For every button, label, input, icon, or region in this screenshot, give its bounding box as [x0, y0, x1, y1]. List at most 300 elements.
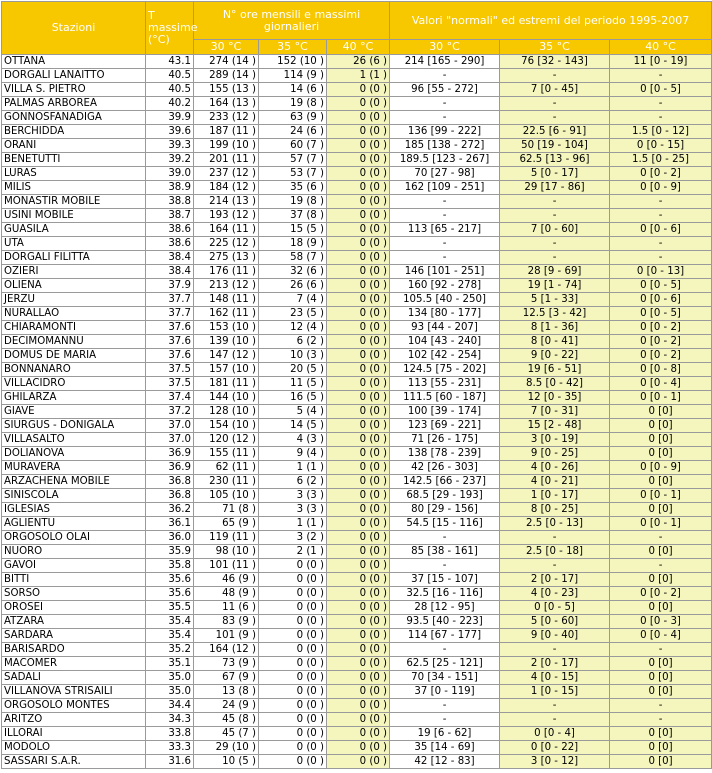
table-row: [2, 419, 712, 433]
hours-35: 0 (0 ): [259, 685, 327, 699]
tmax-value: 34.4: [146, 699, 194, 713]
normal-30: 68.5 [29 - 193]: [390, 489, 500, 503]
station-name: NURALLAO: [2, 307, 146, 321]
hours-35: 11 (5 ): [259, 377, 327, 391]
hours-40: 0 (0 ): [327, 265, 390, 279]
hours-35: 0 (0 ): [259, 657, 327, 671]
station-name: OROSEI: [2, 601, 146, 615]
tmax-value: 35.6: [146, 587, 194, 601]
tmax-value: 37.0: [146, 419, 194, 433]
normal-30: 104 [43 - 240]: [390, 335, 500, 349]
hours-30: 274 (14 ): [194, 55, 259, 69]
hours-30: 45 (7 ): [194, 727, 259, 741]
hours-35: 0 (0 ): [259, 713, 327, 727]
hours-40: 0 (0 ): [327, 139, 390, 153]
normal-35: -: [500, 643, 610, 657]
hours-30: 105 (10 ): [194, 489, 259, 503]
normal-30: 70 [27 - 98]: [390, 167, 500, 181]
hours-30: 237 (12 ): [194, 167, 259, 181]
normal-40: 0 [0]: [610, 601, 712, 615]
normal-35: 8.5 [0 - 42]: [500, 377, 610, 391]
table-row: [2, 293, 712, 307]
table-row: [2, 391, 712, 405]
normal-40: -: [610, 209, 712, 223]
hours-30: 73 (9 ): [194, 657, 259, 671]
hours-30: 230 (11 ): [194, 475, 259, 489]
station-name: GHILARZA: [2, 391, 146, 405]
tmax-value: 37.7: [146, 307, 194, 321]
normal-30: -: [390, 111, 500, 125]
hours-35: 0 (0 ): [259, 671, 327, 685]
normal-35: 4 [0 - 26]: [500, 461, 610, 475]
normal-35: 9 [0 - 40]: [500, 629, 610, 643]
hours-35: 10 (3 ): [259, 349, 327, 363]
hours-40: 0 (0 ): [327, 195, 390, 209]
station-name: SORSO: [2, 587, 146, 601]
normal-35: 7 [0 - 31]: [500, 405, 610, 419]
tmax-value: 33.3: [146, 741, 194, 755]
table-row: [2, 279, 712, 293]
hours-35: 0 (0 ): [259, 755, 327, 769]
table-row: [2, 475, 712, 489]
hours-40: 0 (0 ): [327, 657, 390, 671]
normal-35: -: [500, 237, 610, 251]
hours-30: 162 (11 ): [194, 307, 259, 321]
normal-30: 146 [101 - 251]: [390, 265, 500, 279]
station-name: DOMUS DE MARIA: [2, 349, 146, 363]
station-name: ILLORAI: [2, 727, 146, 741]
normal-40: 0 [0]: [610, 685, 712, 699]
station-name: VILLASALTO: [2, 433, 146, 447]
hours-35: 3 (3 ): [259, 489, 327, 503]
normal-35: -: [500, 69, 610, 83]
tmax-value: 36.2: [146, 503, 194, 517]
normal-35: 19 [6 - 51]: [500, 363, 610, 377]
normal-30: 162 [109 - 251]: [390, 181, 500, 195]
normal-30: 35 [14 - 69]: [390, 741, 500, 755]
normal-30: 123 [69 - 221]: [390, 419, 500, 433]
hours-30: 193 (12 ): [194, 209, 259, 223]
hours-30: 65 (9 ): [194, 517, 259, 531]
tmax-value: 38.7: [146, 209, 194, 223]
table-row: [2, 321, 712, 335]
table-row: [2, 699, 712, 713]
station-name: ORGOSOLO MONTES: [2, 699, 146, 713]
normal-40: 0 [0 - 1]: [610, 391, 712, 405]
normal-40: 0 [0 - 5]: [610, 279, 712, 293]
hours-30: 67 (9 ): [194, 671, 259, 685]
hours-35: 6 (2 ): [259, 475, 327, 489]
normal-30: 136 [99 - 222]: [390, 125, 500, 139]
normal-40: 0 [0]: [610, 433, 712, 447]
hours-40: 1 (1 ): [327, 69, 390, 83]
tmax-value: 36.8: [146, 489, 194, 503]
normal-40: 0 [0]: [610, 727, 712, 741]
hours-30: 48 (9 ): [194, 587, 259, 601]
table-row: [2, 307, 712, 321]
table-row: [2, 167, 712, 181]
hours-35: 15 (5 ): [259, 223, 327, 237]
station-name: ORANI: [2, 139, 146, 153]
hours-35: 0 (0 ): [259, 741, 327, 755]
normal-40: 0 [0 - 2]: [610, 587, 712, 601]
hours-30: 233 (12 ): [194, 111, 259, 125]
hours-30: 148 (11 ): [194, 293, 259, 307]
normal-30: 80 [29 - 156]: [390, 503, 500, 517]
station-name: GUASILA: [2, 223, 146, 237]
table-row: [2, 181, 712, 195]
station-name: PALMAS ARBOREA: [2, 97, 146, 111]
hours-30: 155 (13 ): [194, 83, 259, 97]
tmax-value: 34.3: [146, 713, 194, 727]
table-row: [2, 713, 712, 727]
hours-30: 101 (9 ): [194, 629, 259, 643]
normal-40: -: [610, 531, 712, 545]
normal-30: 114 [67 - 177]: [390, 629, 500, 643]
normal-30: 185 [138 - 272]: [390, 139, 500, 153]
tmax-value: 37.4: [146, 391, 194, 405]
table-row: [2, 517, 712, 531]
table-row: [2, 447, 712, 461]
normal-30: 100 [39 - 174]: [390, 405, 500, 419]
tmax-value: 37.7: [146, 293, 194, 307]
tmax-value: 35.4: [146, 629, 194, 643]
hours-30: 155 (11 ): [194, 447, 259, 461]
hours-30: 153 (10 ): [194, 321, 259, 335]
normal-40: -: [610, 237, 712, 251]
normal-35: 3 [0 - 19]: [500, 433, 610, 447]
tmax-value: 39.6: [146, 125, 194, 139]
normal-35: 0 [0 - 5]: [500, 601, 610, 615]
hours-40: 0 (0 ): [327, 545, 390, 559]
hours-40: 0 (0 ): [327, 377, 390, 391]
normal-30: 54.5 [15 - 116]: [390, 517, 500, 531]
station-name: USINI MOBILE: [2, 209, 146, 223]
tmax-value: 39.9: [146, 111, 194, 125]
normal-35: 4 [0 - 23]: [500, 587, 610, 601]
tmax-value: 35.5: [146, 601, 194, 615]
station-name: LURAS: [2, 167, 146, 181]
hours-30: 214 (13 ): [194, 195, 259, 209]
normal-40: 0 [0]: [610, 475, 712, 489]
table-row: [2, 615, 712, 629]
tmax-value: 40.2: [146, 97, 194, 111]
normal-40: -: [610, 251, 712, 265]
hours-35: 23 (5 ): [259, 307, 327, 321]
normal-35: 28 [9 - 69]: [500, 265, 610, 279]
hours-30: 201 (11 ): [194, 153, 259, 167]
station-name: GONNOSFANADIGA: [2, 111, 146, 125]
normal-30: -: [390, 237, 500, 251]
table-row: [2, 377, 712, 391]
table-row: [2, 83, 712, 97]
tmax-value: 33.8: [146, 727, 194, 741]
sub-header-35: 35 °C: [259, 40, 327, 55]
station-name: VILLA S. PIETRO: [2, 83, 146, 97]
tmax-value: 39.3: [146, 139, 194, 153]
normal-30: 37 [0 - 119]: [390, 685, 500, 699]
normal-40: -: [610, 111, 712, 125]
table-row: [2, 111, 712, 125]
normal-30: 85 [38 - 161]: [390, 545, 500, 559]
hours-30: 225 (12 ): [194, 237, 259, 251]
hours-35: 37 (8 ): [259, 209, 327, 223]
hours-35: 14 (6 ): [259, 83, 327, 97]
table-row: [2, 727, 712, 741]
tmax-value: 36.1: [146, 517, 194, 531]
normal-30: 42 [26 - 303]: [390, 461, 500, 475]
hours-30: 83 (9 ): [194, 615, 259, 629]
station-name: VILLACIDRO: [2, 377, 146, 391]
normal-30: 189.5 [123 - 267]: [390, 153, 500, 167]
hours-40: 0 (0 ): [327, 615, 390, 629]
normal-30: 70 [34 - 151]: [390, 671, 500, 685]
hours-35: 63 (9 ): [259, 111, 327, 125]
station-name: ORGOSOLO OLAI: [2, 531, 146, 545]
normal-30: -: [390, 97, 500, 111]
sub-header-30: 30 °C: [194, 40, 259, 55]
normal-40: -: [610, 699, 712, 713]
hours-30: 11 (6 ): [194, 601, 259, 615]
table-row: [2, 559, 712, 573]
normal-40: 1.5 [0 - 12]: [610, 125, 712, 139]
hours-40: 0 (0 ): [327, 279, 390, 293]
normal-30: 124.5 [75 - 202]: [390, 363, 500, 377]
table-row: [2, 195, 712, 209]
hours-40: 0 (0 ): [327, 671, 390, 685]
station-name: JERZU: [2, 293, 146, 307]
hours-35: 18 (9 ): [259, 237, 327, 251]
hours-30: 289 (14 ): [194, 69, 259, 83]
normal-30: 28 [12 - 95]: [390, 601, 500, 615]
normal-30: 93 [44 - 207]: [390, 321, 500, 335]
hours-35: 0 (0 ): [259, 727, 327, 741]
tmax-value: 43.1: [146, 55, 194, 69]
hours-30: 29 (10 ): [194, 741, 259, 755]
normal-35: 5 [1 - 33]: [500, 293, 610, 307]
hours-30: 164 (13 ): [194, 97, 259, 111]
normal-35: 2.5 [0 - 13]: [500, 517, 610, 531]
station-name: ATZARA: [2, 615, 146, 629]
hours-40: 0 (0 ): [327, 83, 390, 97]
normal-35: 7 [0 - 45]: [500, 83, 610, 97]
table-row: [2, 545, 712, 559]
hours-30: 101 (11 ): [194, 559, 259, 573]
normal-30: 71 [26 - 175]: [390, 433, 500, 447]
station-name: GIAVE: [2, 405, 146, 419]
normal-35: 1 [0 - 17]: [500, 489, 610, 503]
hours-30: 275 (13 ): [194, 251, 259, 265]
station-name: IGLESIAS: [2, 503, 146, 517]
tmax-value: 37.5: [146, 377, 194, 391]
hours-40: 0 (0 ): [327, 461, 390, 475]
table-row: [2, 237, 712, 251]
stations-table: [1, 1, 712, 769]
normal-40: 0 [0 - 15]: [610, 139, 712, 153]
normal-40: 0 [0 - 1]: [610, 517, 712, 531]
station-name: OZIERI: [2, 265, 146, 279]
sub-header-40: 40 °C: [327, 40, 390, 55]
hours-40: 0 (0 ): [327, 559, 390, 573]
hours-40: 0 (0 ): [327, 111, 390, 125]
normal-40: -: [610, 69, 712, 83]
station-name: BONNANARO: [2, 363, 146, 377]
table-row: [2, 405, 712, 419]
tmax-value: 37.6: [146, 335, 194, 349]
hours-40: 0 (0 ): [327, 447, 390, 461]
hours-30: 139 (10 ): [194, 335, 259, 349]
normal-30: 113 [65 - 217]: [390, 223, 500, 237]
tmax-value: 37.5: [146, 363, 194, 377]
normal-35: 1 [0 - 15]: [500, 685, 610, 699]
hours-35: 0 (0 ): [259, 643, 327, 657]
tmax-value: 35.4: [146, 615, 194, 629]
table-row: [2, 251, 712, 265]
normal-35: 50 [19 - 104]: [500, 139, 610, 153]
normal-30: 102 [42 - 254]: [390, 349, 500, 363]
hours-30: 187 (11 ): [194, 125, 259, 139]
normal-40: -: [610, 713, 712, 727]
station-name: DECIMOMANNU: [2, 335, 146, 349]
hours-40: 0 (0 ): [327, 601, 390, 615]
hours-30: 164 (12 ): [194, 643, 259, 657]
hours-35: 3 (2 ): [259, 531, 327, 545]
normal-30: 111.5 [60 - 187]: [390, 391, 500, 405]
hours-35: 24 (6 ): [259, 125, 327, 139]
hours-40: 0 (0 ): [327, 251, 390, 265]
hours-40: 0 (0 ): [327, 419, 390, 433]
normal-30: -: [390, 69, 500, 83]
normal-30: 160 [92 - 278]: [390, 279, 500, 293]
normal-30: 37 [15 - 107]: [390, 573, 500, 587]
hours-40: 0 (0 ): [327, 433, 390, 447]
hours-30: 46 (9 ): [194, 573, 259, 587]
station-name: UTA: [2, 237, 146, 251]
station-name: MODOLO: [2, 741, 146, 755]
hours-35: 0 (0 ): [259, 699, 327, 713]
tmax-value: 37.2: [146, 405, 194, 419]
hours-30: 144 (10 ): [194, 391, 259, 405]
normal-40: 0 [0 - 2]: [610, 321, 712, 335]
normal-30: -: [390, 643, 500, 657]
normal-40: 0 [0 - 6]: [610, 293, 712, 307]
table-row: [2, 685, 712, 699]
hours-40: 0 (0 ): [327, 405, 390, 419]
normal-40: 0 [0]: [610, 405, 712, 419]
hours-35: 16 (5 ): [259, 391, 327, 405]
tmax-value: 35.2: [146, 643, 194, 657]
hours-40: 0 (0 ): [327, 699, 390, 713]
station-name: SASSARI S.A.R.: [2, 755, 146, 769]
hours-40: 0 (0 ): [327, 167, 390, 181]
tmax-value: 37.0: [146, 433, 194, 447]
hours-30: 181 (11 ): [194, 377, 259, 391]
tmax-value: 35.9: [146, 545, 194, 559]
normal-35: 2 [0 - 17]: [500, 657, 610, 671]
normal-40: 0 [0]: [610, 741, 712, 755]
normal-30: 214 [165 - 290]: [390, 55, 500, 69]
hours-40: 0 (0 ): [327, 573, 390, 587]
tmax-value: 35.0: [146, 671, 194, 685]
hours-35: 2 (1 ): [259, 545, 327, 559]
tmax-value: 38.9: [146, 181, 194, 195]
hours-35: 19 (8 ): [259, 97, 327, 111]
station-name: VILLANOVA STRISAILI: [2, 685, 146, 699]
station-name: MONASTIR MOBILE: [2, 195, 146, 209]
tmax-value: 36.0: [146, 531, 194, 545]
normal-40: 0 [0 - 3]: [610, 615, 712, 629]
hours-30: 157 (10 ): [194, 363, 259, 377]
normal-30: -: [390, 531, 500, 545]
normal-35: 15 [2 - 48]: [500, 419, 610, 433]
hours-40: 0 (0 ): [327, 153, 390, 167]
hours-35: 152 (10 ): [259, 55, 327, 69]
hours-40: 0 (0 ): [327, 321, 390, 335]
normal-40: 0 [0 - 4]: [610, 629, 712, 643]
hours-40: 0 (0 ): [327, 391, 390, 405]
hours-30: 147 (12 ): [194, 349, 259, 363]
hours-40: 0 (0 ): [327, 363, 390, 377]
station-name: OLIENA: [2, 279, 146, 293]
normal-35: 8 [0 - 41]: [500, 335, 610, 349]
table-row: [2, 755, 712, 769]
station-name: BITTI: [2, 573, 146, 587]
hours-40: 0 (0 ): [327, 97, 390, 111]
normal-40: 0 [0]: [610, 545, 712, 559]
normal-30: 113 [55 - 231]: [390, 377, 500, 391]
hours-40: 0 (0 ): [327, 307, 390, 321]
station-name: MACOMER: [2, 657, 146, 671]
hours-40: 0 (0 ): [327, 629, 390, 643]
table-row: [2, 69, 712, 83]
normal-30: 142.5 [66 - 237]: [390, 475, 500, 489]
hours-35: 7 (4 ): [259, 293, 327, 307]
table-row: [2, 671, 712, 685]
normal-35: 4 [0 - 15]: [500, 671, 610, 685]
normal-30: 93.5 [40 - 223]: [390, 615, 500, 629]
hours-35: 4 (3 ): [259, 433, 327, 447]
hours-30: 62 (11 ): [194, 461, 259, 475]
normal-35: 22.5 [6 - 91]: [500, 125, 610, 139]
hours-35: 19 (8 ): [259, 195, 327, 209]
normal-35: 4 [0 - 21]: [500, 475, 610, 489]
table-row: [2, 335, 712, 349]
tmax-value: 36.9: [146, 447, 194, 461]
hours-40: 0 (0 ): [327, 293, 390, 307]
table-row: [2, 349, 712, 363]
normal-40: 0 [0 - 4]: [610, 377, 712, 391]
normal-40: -: [610, 97, 712, 111]
hours-35: 9 (4 ): [259, 447, 327, 461]
table-row: [2, 601, 712, 615]
normal-40: 0 [0]: [610, 573, 712, 587]
hours-30: 24 (9 ): [194, 699, 259, 713]
tmax-value: 38.4: [146, 251, 194, 265]
normal-40: 1.5 [0 - 25]: [610, 153, 712, 167]
hours-40: 0 (0 ): [327, 209, 390, 223]
station-name: SADALI: [2, 671, 146, 685]
hours-40: 0 (0 ): [327, 503, 390, 517]
table-row: [2, 265, 712, 279]
normal-40: 0 [0]: [610, 671, 712, 685]
hours-35: 0 (0 ): [259, 601, 327, 615]
hours-40: 0 (0 ): [327, 181, 390, 195]
hours-40: 0 (0 ): [327, 587, 390, 601]
table-row: [2, 363, 712, 377]
normal-40: 0 [0]: [610, 657, 712, 671]
normal-35: 5 [0 - 60]: [500, 615, 610, 629]
normal-40: 0 [0]: [610, 419, 712, 433]
